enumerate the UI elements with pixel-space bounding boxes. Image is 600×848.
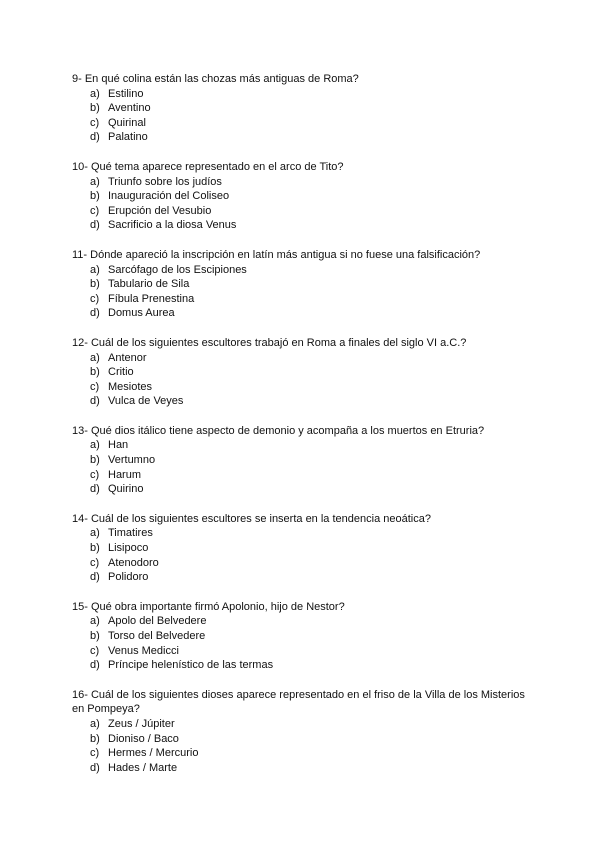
option-letter: c): [90, 644, 100, 657]
option-text: Palatino: [108, 131, 148, 144]
option-text: Harum: [108, 468, 142, 481]
option-d: [72, 130, 532, 145]
option-text: Torso del Belvedere: [108, 630, 206, 642]
option-text: Zeus / Júpiter: [108, 717, 175, 730]
option-c: [72, 468, 532, 483]
option-c: [72, 292, 532, 307]
option-letter: a): [90, 351, 100, 364]
option-list: [72, 351, 532, 409]
option-letter: b): [90, 190, 100, 203]
option-text: Han: [108, 439, 129, 452]
option-letter: b): [90, 732, 100, 745]
option-letter: b): [90, 542, 100, 555]
option-text: Inauguración del Coliseo: [108, 190, 230, 203]
option-text: Vulca de Veyes: [108, 395, 184, 408]
option-text: Quirinal: [108, 116, 146, 129]
question-13: [72, 424, 532, 497]
option-letter: b): [90, 630, 100, 642]
question-11: [72, 248, 532, 321]
option-letter: a): [90, 527, 100, 540]
option-c: [72, 644, 532, 659]
option-letter: a): [90, 439, 100, 452]
option-c: [72, 746, 532, 761]
option-a: [72, 614, 532, 629]
option-b: [72, 629, 532, 644]
option-letter: c): [90, 556, 100, 569]
option-letter: c): [90, 747, 100, 760]
question-14: [72, 512, 532, 585]
option-a: [72, 263, 532, 278]
option-letter: d): [90, 219, 100, 232]
option-letter: a): [90, 175, 100, 188]
option-a: [72, 175, 532, 190]
option-b: [72, 541, 532, 556]
option-text: Aventino: [108, 102, 151, 115]
option-text: Domus Aurea: [108, 307, 175, 320]
option-a: [72, 87, 532, 102]
question-text: 14- Cuál de los siguientes escultores se inserta en la tendencia neoática?: [72, 512, 431, 525]
option-c: [72, 116, 532, 131]
option-letter: d): [90, 659, 100, 672]
option-letter: d): [90, 395, 100, 408]
option-text: Mesiotes: [108, 380, 153, 393]
option-letter: a): [90, 87, 100, 100]
option-text: Príncipe helenístico de las termas: [108, 659, 274, 672]
option-text: Estilino: [108, 87, 144, 100]
option-letter: a): [90, 615, 100, 628]
question-16: [72, 688, 532, 776]
option-text: Vertumno: [108, 454, 156, 467]
question-text: 11- Dónde apareció la inscripción en latín más antigua si no fuese una falsificación?: [72, 248, 481, 261]
option-d: [72, 658, 532, 673]
option-letter: b): [90, 366, 100, 379]
option-text: Dioniso / Baco: [108, 732, 179, 745]
option-b: [72, 732, 532, 747]
option-list: [72, 175, 532, 233]
option-text: Quirino: [108, 483, 144, 496]
option-c: [72, 204, 532, 219]
exam-page: [72, 72, 532, 790]
option-text: Atenodoro: [108, 556, 159, 569]
option-text: Sarcófago de los Escipiones: [108, 263, 247, 276]
option-d: [72, 482, 532, 497]
option-letter: c): [90, 116, 100, 129]
option-a: [72, 526, 532, 541]
question-text: 16- Cuál de los siguientes dioses aparece representado en el friso de la Villa de los Misterios en Pompeya?: [72, 688, 525, 716]
option-c: [72, 556, 532, 571]
question-text: 10- Qué tema aparece representado en el arco de Tito?: [72, 160, 344, 173]
option-letter: a): [90, 263, 100, 276]
option-letter: c): [90, 204, 100, 217]
option-c: [72, 380, 532, 395]
option-text: Sacrificio a la diosa Venus: [108, 219, 237, 232]
option-list: [72, 526, 532, 584]
option-d: [72, 306, 532, 321]
option-text: Polidoro: [108, 571, 149, 584]
option-text: Triunfo sobre los judíos: [108, 175, 222, 188]
option-letter: d): [90, 307, 100, 320]
option-list: [72, 614, 532, 672]
option-b: [72, 453, 532, 468]
option-d: [72, 394, 532, 409]
option-b: [72, 189, 532, 204]
option-d: [72, 761, 532, 776]
question-15: [72, 600, 532, 673]
option-letter: c): [90, 292, 100, 305]
option-text: Erupción del Vesubio: [108, 204, 212, 217]
question-text: 9- En qué colina están las chozas más antiguas de Roma?: [72, 73, 359, 85]
option-letter: c): [90, 468, 100, 481]
option-text: Hermes / Mercurio: [108, 747, 199, 760]
option-letter: d): [90, 761, 100, 774]
option-b: [72, 277, 532, 292]
option-list: [72, 263, 532, 321]
option-list: [72, 438, 532, 496]
option-letter: b): [90, 102, 100, 115]
option-letter: b): [90, 278, 100, 291]
option-text: Hades / Marte: [108, 761, 178, 774]
option-list: [72, 87, 532, 145]
question-12: [72, 336, 532, 409]
option-letter: b): [90, 454, 100, 467]
question-9: [72, 72, 532, 145]
option-text: Venus Medicci: [108, 644, 179, 657]
option-text: Fíbula Prenestina: [108, 292, 195, 305]
option-a: [72, 351, 532, 366]
option-text: Tabulario de Sila: [108, 278, 190, 291]
option-b: [72, 365, 532, 380]
question-text: 12- Cuál de los siguientes escultores trabajó en Roma a finales del siglo VI a.C.?: [72, 336, 467, 349]
question-text: 13- Qué dios itálico tiene aspecto de demonio y acompaña a los muertos en Etruria?: [72, 424, 485, 437]
option-text: Critio: [108, 366, 134, 379]
question-10: [72, 160, 532, 233]
option-text: Timatires: [108, 527, 153, 540]
option-d: [72, 218, 532, 233]
option-list: [72, 717, 532, 775]
question-text: 15- Qué obra importante firmó Apolonio, hijo de Nestor?: [72, 600, 345, 613]
option-letter: d): [90, 571, 100, 584]
option-letter: a): [90, 717, 100, 730]
option-text: Lisipoco: [108, 542, 149, 555]
option-b: [72, 101, 532, 116]
option-a: [72, 438, 532, 453]
option-a: [72, 717, 532, 732]
option-letter: c): [90, 380, 100, 393]
option-text: Antenor: [108, 351, 147, 364]
option-d: [72, 570, 532, 585]
option-letter: d): [90, 483, 100, 496]
option-letter: d): [90, 131, 100, 144]
option-text: Apolo del Belvedere: [108, 615, 207, 628]
